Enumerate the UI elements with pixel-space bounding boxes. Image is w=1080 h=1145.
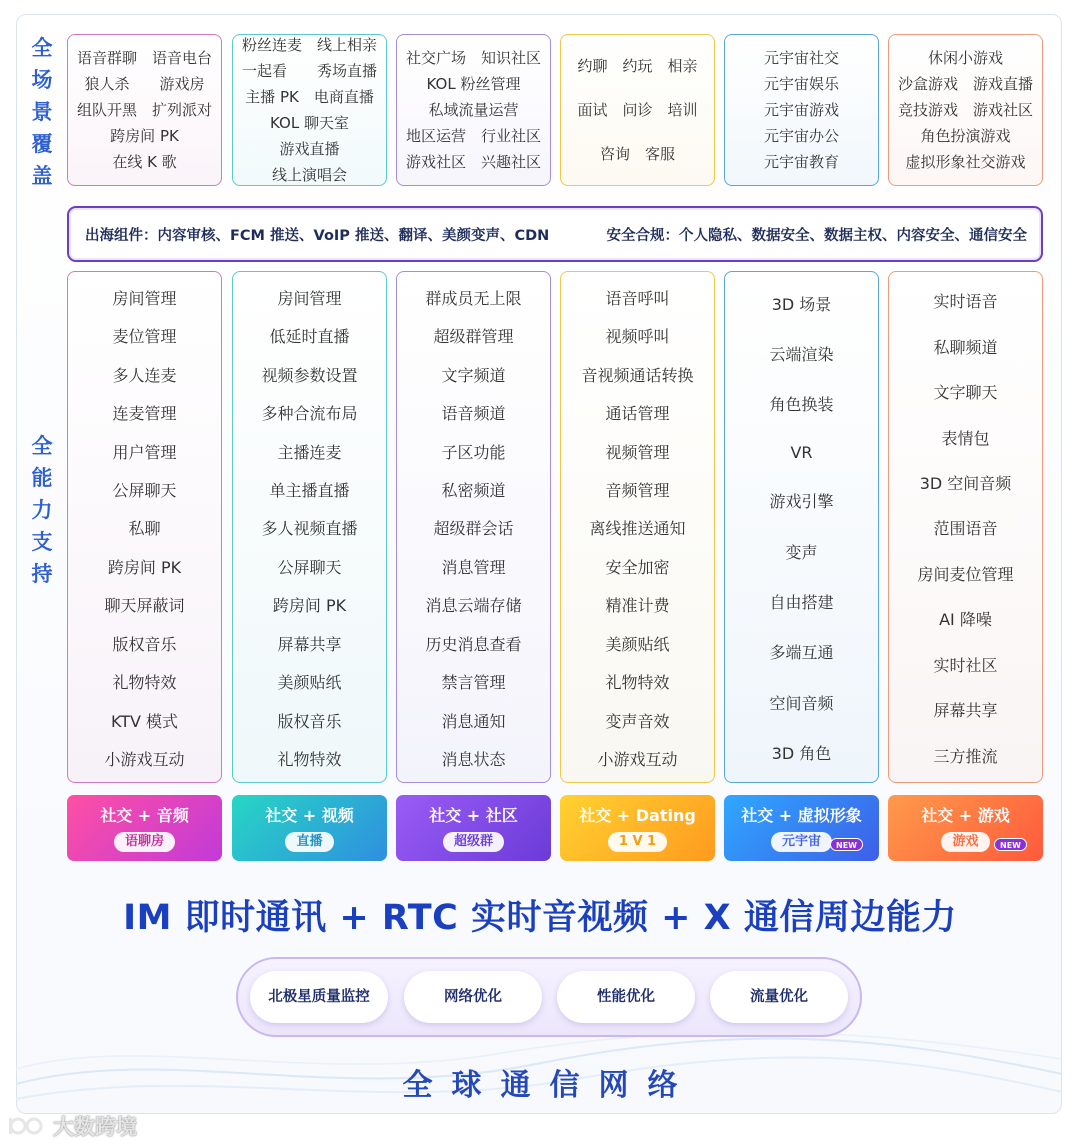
side-label-capabilities: 全 能 力 支 持 (31, 434, 53, 586)
capability-item: 屏幕共享 (933, 701, 998, 721)
capability-item: 美颜贴纸 (605, 634, 670, 654)
capability-item: 礼物特效 (112, 673, 177, 693)
capability-item: 子区功能 (441, 442, 506, 462)
capability-item: 跨房间 PK (272, 596, 347, 616)
solution-tag-subtitle: 游戏 (941, 832, 989, 852)
scene-box (67, 34, 222, 186)
scene-line: 元宇宙娱乐 (763, 75, 839, 93)
capability-item: 3D 场景 (771, 294, 832, 314)
capability-column (232, 271, 387, 783)
solution-tag-title: 社交 + 虚拟形象 (741, 806, 862, 825)
scene-line: 组队开黑 扩列派对 (76, 101, 212, 119)
scene-line: 元宇宙办公 (763, 127, 839, 145)
capability-item: 私聊 (128, 519, 161, 539)
new-badge: NEW (994, 838, 1027, 851)
capability-item: 3D 角色 (771, 744, 832, 764)
scene-line: 一起看 秀场直播 (241, 62, 377, 80)
capability-item: 版权音乐 (277, 711, 342, 731)
watermark-logo-icon (8, 1114, 50, 1138)
solution-tag-subtitle: 直播 (285, 832, 333, 852)
capability-item: KTV 模式 (110, 711, 179, 731)
scene-line: 在线 K 歌 (112, 153, 177, 171)
scene-line: 咨询 客服 (599, 145, 675, 163)
solution-tag-subtitle: 超级群 (443, 832, 504, 852)
capability-item: 变声 (785, 542, 818, 562)
capability-item: 游戏引擎 (769, 492, 834, 512)
capability-item: 历史消息查看 (425, 634, 522, 654)
capability-item: 小游戏互动 (104, 750, 185, 770)
capability-item: 多人视频直播 (261, 519, 358, 539)
scene-line: 虚拟形象社交游戏 (905, 153, 1026, 171)
capability-item: 公屏聊天 (277, 557, 342, 577)
capability-item: 变声音效 (605, 711, 670, 731)
capability-item: 房间管理 (112, 288, 177, 308)
headline: IM 即时通讯 + RTC 实时音视频 + X 通信周边能力 (123, 898, 957, 938)
solution-tag-subtitle: 1 V 1 (608, 832, 667, 852)
scene-line: 游戏社区 兴趣社区 (405, 153, 541, 171)
capability-item: 低延时直播 (269, 327, 350, 347)
scene-box (396, 34, 551, 186)
scene-line: 社交广场 知识社区 (405, 49, 541, 67)
solution-tag (560, 795, 715, 861)
compliance-banner (67, 206, 1043, 262)
solution-tag (888, 795, 1043, 861)
capability-item: 云端渲染 (769, 345, 834, 365)
capability-item: 视频呼叫 (605, 327, 670, 347)
capability-item: 跨房间 PK (107, 557, 182, 577)
scene-line: 角色扮演游戏 (920, 127, 1011, 145)
footer-title: 全球通信网络 (402, 1068, 697, 1103)
capability-column (67, 271, 222, 783)
scene-line: 地区运营 行业社区 (405, 127, 541, 145)
capability-item: 实时社区 (933, 655, 998, 675)
banner-overseas-components: 出海组件：内容审核、FCM 推送、VoIP 推送、翻译、美颜变声、CDN (85, 227, 550, 244)
capability-item: 离线推送通知 (589, 519, 686, 539)
scene-box (724, 34, 879, 186)
watermark (8, 1109, 137, 1143)
capability-item: 空间音频 (769, 693, 834, 713)
solution-tag-title: 社交 + Dating (579, 806, 696, 825)
capability-item: AI 降噪 (939, 610, 992, 630)
scene-line: 线上演唱会 (271, 166, 347, 184)
scene-line: 游戏直播 (279, 140, 340, 158)
capability-item: 超级群管理 (433, 327, 514, 347)
capability-item: 消息云端存储 (425, 596, 522, 616)
solution-tag (67, 795, 222, 861)
banner-security-compliance: 安全合规：个人隐私、数据安全、数据主权、内容安全、通信安全 (606, 227, 1027, 244)
capability-item: 私密频道 (441, 480, 506, 500)
solution-tag (396, 795, 551, 861)
capability-column (560, 271, 715, 783)
capability-item: 消息通知 (441, 711, 506, 731)
capability-item: 用户管理 (112, 442, 177, 462)
new-badge: NEW (830, 838, 863, 851)
scene-line: 主播 PK 电商直播 (245, 88, 374, 106)
watermark-text: 大数跨境 (53, 1115, 137, 1139)
side-label-scenes: 全 场 景 覆 盖 (31, 36, 53, 188)
capability-item: 音视频通话转换 (581, 365, 694, 385)
capability-item: 实时语音 (933, 292, 998, 312)
solution-tag-subtitle: 元宇宙 (771, 832, 832, 852)
capability-item: 礼物特效 (277, 750, 342, 770)
capability-column (396, 271, 551, 783)
solution-tag (724, 795, 879, 861)
scene-line: 元宇宙教育 (763, 153, 839, 171)
capability-item: 三方推流 (933, 746, 998, 766)
scene-line: 狼人杀 游戏房 (84, 75, 205, 93)
capability-item: 范围语音 (933, 519, 998, 539)
capability-item: 主播连麦 (277, 442, 342, 462)
capability-item: 角色换装 (769, 395, 834, 415)
scene-line: KOL 聊天室 (270, 114, 349, 132)
capability-item: 屏幕共享 (277, 634, 342, 654)
scene-line: 沙盒游戏 游戏直播 (897, 75, 1033, 93)
capability-item: 语音频道 (441, 404, 506, 424)
solution-tag (232, 795, 387, 861)
capability-column (724, 271, 879, 783)
capability-item: 文字频道 (441, 365, 506, 385)
scene-line: 私域流量运营 (428, 101, 519, 119)
capability-item: 文字聊天 (933, 383, 998, 403)
solution-tag-title: 社交 + 音频 (100, 806, 189, 825)
capability-item: 消息管理 (441, 557, 506, 577)
capability-item: 精准计费 (605, 596, 670, 616)
capability-item: 禁言管理 (441, 673, 506, 693)
capability-item: 礼物特效 (605, 673, 670, 693)
scene-line: 跨房间 PK (110, 127, 179, 145)
solution-tag-subtitle: 语聊房 (114, 832, 175, 852)
capability-item: 3D 空间音频 (919, 474, 1012, 494)
scene-line: 粉丝连麦 线上相亲 (241, 36, 377, 54)
solution-tag-title: 社交 + 视频 (265, 806, 354, 825)
scene-line: 约聊 约玩 相亲 (577, 57, 698, 75)
capability-item: 音频管理 (605, 480, 670, 500)
optimization-item: 流量优化 (710, 971, 848, 1023)
capability-item: 连麦管理 (112, 404, 177, 424)
optimization-item: 网络优化 (404, 971, 542, 1023)
scene-box (232, 34, 387, 186)
scene-box (560, 34, 715, 186)
capability-item: 通话管理 (605, 404, 670, 424)
capability-item: 多人连麦 (112, 365, 177, 385)
capability-item: 安全加密 (605, 557, 670, 577)
capability-item: 小游戏互动 (597, 750, 678, 770)
capability-item: 视频参数设置 (261, 365, 358, 385)
optimization-item: 性能优化 (557, 971, 695, 1023)
capability-item: 视频管理 (605, 442, 670, 462)
capability-item: 多种合流布局 (261, 404, 358, 424)
capability-item: 消息状态 (441, 750, 506, 770)
capability-column (888, 271, 1043, 783)
scene-line: 元宇宙社交 (763, 49, 839, 67)
scene-line: 面试 问诊 培训 (577, 101, 698, 119)
scene-box (888, 34, 1043, 186)
capability-item: 语音呼叫 (605, 288, 670, 308)
capability-item: VR (790, 442, 813, 462)
capability-item: 聊天屏蔽词 (104, 596, 185, 616)
optimization-item: 北极星质量监控 (250, 971, 388, 1023)
capability-item: 房间管理 (277, 288, 342, 308)
capability-item: 群成员无上限 (425, 288, 522, 308)
capability-item: 公屏聊天 (112, 480, 177, 500)
scene-line: 语音群聊 语音电台 (76, 49, 212, 67)
scene-line: KOL 粉丝管理 (426, 75, 521, 93)
scene-line: 元宇宙游戏 (763, 101, 839, 119)
capability-item: 麦位管理 (112, 327, 177, 347)
capability-item: 私聊频道 (933, 337, 998, 357)
solution-tag-title: 社交 + 游戏 (921, 806, 1010, 825)
capability-item: 版权音乐 (112, 634, 177, 654)
capability-item: 表情包 (941, 428, 990, 448)
scene-line: 竞技游戏 游戏社区 (897, 101, 1033, 119)
capability-item: 多端互通 (769, 643, 834, 663)
capability-item: 超级群会话 (433, 519, 514, 539)
capability-item: 单主播直播 (269, 480, 350, 500)
capability-item: 美颜贴纸 (277, 673, 342, 693)
scene-line: 休闲小游戏 (927, 49, 1003, 67)
solution-tag-title: 社交 + 社区 (429, 806, 518, 825)
capability-item: 自由搭建 (769, 593, 834, 613)
capability-item: 房间麦位管理 (917, 564, 1014, 584)
